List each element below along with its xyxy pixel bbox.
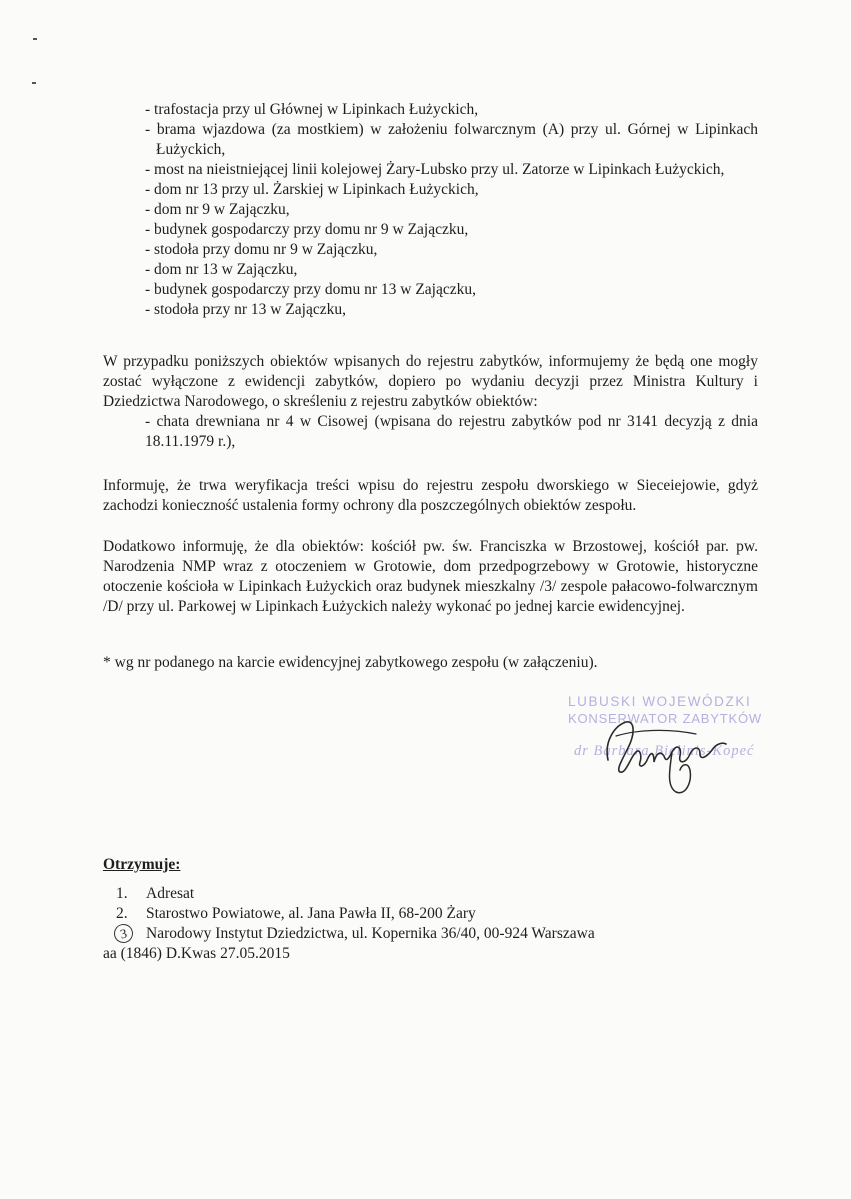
recipient-number: 2. [116, 905, 128, 922]
list-item: - budynek gospodarczy przy domu nr 9 w Zajączku, [145, 221, 469, 238]
list-item: - trafostacja przy ul Głównej w Lipinkach Łużyckich, [145, 101, 479, 118]
list-item: - stodoła przy domu nr 9 w Zajączku, [145, 241, 378, 258]
recipient-item [103, 924, 763, 944]
stamp-name: dr Barbara Bielinis-Kopeć [574, 743, 755, 759]
verification-paragraph [103, 476, 758, 516]
list-item: - most na nieistniejącej linii kolejowej Żary-Lubsko przy ul. Zatorze w Lipinkach Łużyckich, [145, 161, 725, 178]
scan-mark [33, 38, 37, 40]
list-item: - stodoła przy nr 13 w Zajączku, [145, 301, 347, 318]
recipients-heading: Otrzymuje: [103, 856, 181, 873]
recipient-text: Adresat [146, 885, 195, 902]
recipient-item [103, 904, 763, 924]
object-list [145, 100, 758, 320]
recipient-number: 1. [116, 885, 128, 902]
registry-paragraph [103, 352, 758, 452]
additional-info-paragraph [103, 537, 758, 617]
reference-line: aa (1846) D.Kwas 27.05.2015 [103, 945, 290, 962]
recipient-item [103, 884, 763, 904]
list-item: - dom nr 13 w Zajączku, [145, 261, 298, 278]
paragraph-text: W przypadku poniższych obiektów wpisanych do rejestru zabytków, informujemy że będą one mogły zostać wyłączone z ewidencji zabytków, dopiero po wydaniu decyzji przez Ministra Kultury i Dziedzictwa Narodowego, o skreśleniu z rejestru zabytków obiektów: [103, 353, 758, 410]
footnote [103, 653, 758, 673]
list-item: - dom nr 9 w Zajączku, [145, 201, 290, 218]
paragraph-text: Dodatkowo informuję, że dla obiektów: kościół pw. św. Franciszka w Brzostowej, kościół par. pw. Narodzenia NMP wraz z otoczeniem w Grotowie, dom przedpogrzebowy w Grotowie, historyczne otoczenie kościoła w Lipinkach Łużyckich oraz budynek mieszkalny /3/ zespole pałacowo-folwarcznym /D/ przy ul. Parkowej w Lipinkach Łużyckich należy wykonać po jednej karcie ewidencyjnej. [103, 538, 758, 615]
registry-sub-item: - chata drewniana nr 4 w Cisowej (wpisana do rejestru zabytków pod nr 3141 decyzją z dnia 18.11.1979 r.), [145, 413, 758, 450]
list-item: - budynek gospodarczy przy domu nr 13 w Zajączku, [145, 281, 476, 298]
list-item: - dom nr 13 przy ul. Żarskiej w Lipinkach Łużyckich, [145, 181, 479, 198]
handwritten-signature [596, 712, 736, 802]
recipient-text: Narodowy Instytut Dziedzictwa, ul. Kopernika 36/40, 00-924 Warszawa [146, 925, 595, 942]
stamp-line: KONSERWATOR ZABYTKÓW [568, 711, 762, 726]
stamp-line: LUBUSKI WOJEWÓDZKI [568, 694, 752, 709]
circled-number: 3 [112, 922, 135, 945]
list-item: - brama wjazdowa (za mostkiem) w założeniu folwarcznym (A) przy ul. Górnej w Lipinkach Łużyckich, [145, 121, 758, 158]
paragraph-text: Informuję, że trwa weryfikacja treści wpisu do rejestru zespołu dworskiego w Sieceiejowie, gdyż zachodzi konieczność ustalenia formy ochrony dla poszczególnych obiektów zespołu. [103, 477, 758, 514]
recipient-text: Starostwo Powiatowe, al. Jana Pawła II, 68-200 Żary [146, 905, 476, 922]
scan-mark [32, 82, 36, 84]
recipient-number [114, 924, 140, 944]
recipients-section [103, 855, 763, 964]
footnote-text: * wg nr podanego na karcie ewidencyjnej zabytkowego zespołu (w załączeniu). [103, 654, 598, 671]
